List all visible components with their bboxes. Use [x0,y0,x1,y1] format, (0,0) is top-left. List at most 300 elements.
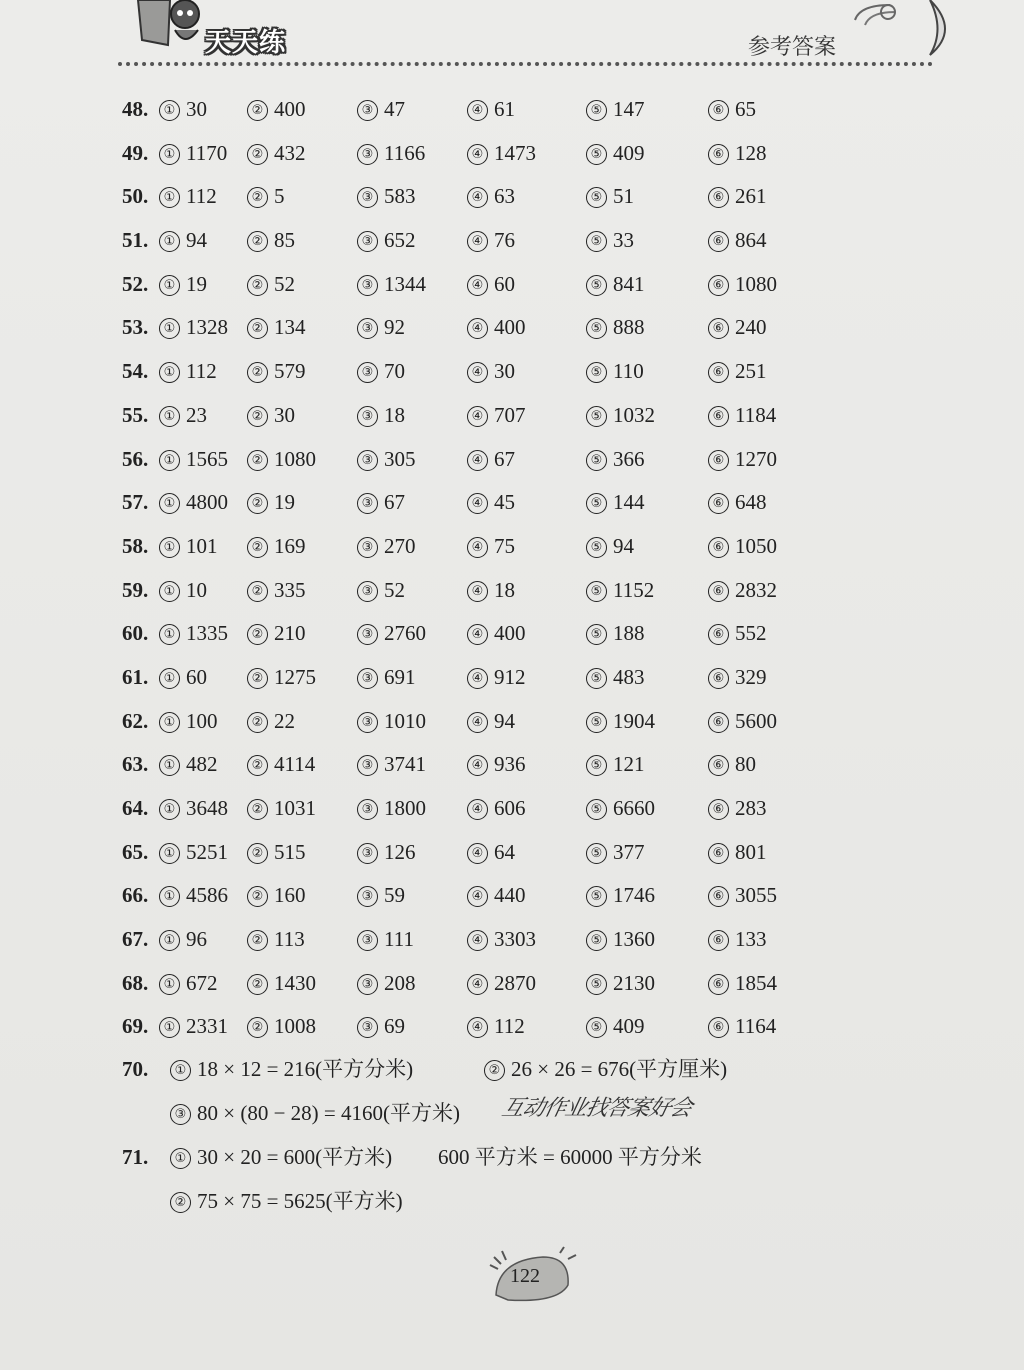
answer-value: 1344 [384,271,426,296]
answer-value: 30 [494,359,515,384]
circled-marker: ② [247,712,268,733]
question-number: 56. [122,446,149,471]
circled-marker: ⑥ [708,493,729,514]
circled-marker: ④ [467,406,488,427]
answer-value: 52 [384,577,405,602]
answer-value: 1746 [613,883,655,908]
answer-cell [357,485,405,519]
question-number: 54. [122,359,149,384]
answer-value: 60 [494,271,515,296]
answer-value: 76 [494,228,515,253]
circled-marker: ① [159,231,180,252]
answer-cell [467,310,526,344]
circled-marker: ⑥ [708,799,729,820]
circled-marker: ② [247,930,268,951]
circled-marker: ② [170,1192,191,1213]
answer-cell [159,922,207,956]
circled-marker: ① [159,712,180,733]
answer-row [122,616,922,660]
answer-cell [247,485,295,519]
answer-cell [159,223,207,257]
answer-cell [357,966,416,1000]
circled-marker: ② [247,231,268,252]
circled-marker: ① [159,799,180,820]
answer-value: 1275 [274,664,316,689]
answer-value: 5251 [186,839,228,864]
circled-marker: ④ [467,1017,488,1038]
answer-cell [247,704,295,738]
question-number: 66. [122,883,149,908]
circled-marker: ⑤ [586,755,607,776]
answer-value: 3303 [494,927,536,952]
answer-cell [247,573,306,607]
answer-value: 2331 [186,1014,228,1039]
answer-cell [247,92,306,126]
answer-value: 652 [384,228,416,253]
circled-marker: ⑤ [586,712,607,733]
answer-row [122,573,922,617]
section-label: 参考答案 [748,35,837,60]
answer-value: 801 [735,839,767,864]
q71-answer-1b: 600 平方米 = 60000 平方分米 [438,1145,702,1169]
answer-value: 111 [384,927,414,952]
answer-value: 4586 [186,883,228,908]
handwritten-note: 互动作业找答案好会 [499,1096,694,1121]
answer-row [122,922,922,966]
answer-cell [159,267,207,301]
circled-marker: ④ [467,275,488,296]
answer-value: 133 [735,927,767,952]
answer-cell [586,878,655,912]
circled-marker: ③ [357,755,378,776]
circled-marker: ① [159,318,180,339]
question-number: 63. [122,752,149,777]
answer-value: 1473 [494,140,536,165]
answer-row [122,1009,922,1053]
answer-value: 377 [613,839,645,864]
circled-marker: ④ [467,712,488,733]
answer-value: 261 [735,184,767,209]
answer-cell [357,835,416,869]
answer-value: 101 [186,533,218,558]
answer-value: 1032 [613,402,655,427]
question-number: 61. [122,664,149,689]
circled-marker: ④ [467,318,488,339]
answer-cell [708,704,777,738]
answer-value: 482 [186,752,218,777]
question-number: 70. [122,1057,149,1081]
answer-cell [357,529,416,563]
answer-cell [708,354,767,388]
answer-cell [467,92,515,126]
question-number: 62. [122,708,149,733]
answer-value: 67 [494,446,515,471]
answer-cell [467,267,515,301]
answer-row [122,485,922,529]
circled-marker: ① [159,537,180,558]
answer-cell [159,136,227,170]
answer-value: 10 [186,577,207,602]
answer-value: 47 [384,97,405,121]
answer-value: 208 [384,970,416,995]
answer-value: 1170 [186,140,228,165]
answer-cell [357,398,405,432]
answer-value: 1184 [735,402,777,427]
answer-cell [159,442,228,476]
circled-marker: ⑤ [586,275,607,296]
answer-cell [357,704,426,738]
answer-cell [247,878,306,912]
answer-value: 251 [735,359,767,384]
circled-marker: ① [170,1060,191,1081]
circled-marker: ⑤ [586,886,607,907]
answer-cell [247,310,306,344]
answer-value: 707 [494,402,526,427]
question-number: 71. [122,1145,149,1169]
circled-marker: ② [247,362,268,383]
circled-marker: ④ [467,974,488,995]
answer-cell [159,179,217,213]
answer-cell [586,1009,645,1043]
answer-cell [467,354,515,388]
answer-cell [247,442,316,476]
answer-value: 4114 [274,752,316,777]
circled-marker: ⑥ [708,187,729,208]
answer-value: 1565 [186,446,228,471]
answer-cell [159,660,207,694]
answer-row [122,310,922,354]
circled-marker: ① [159,450,180,471]
answer-value: 110 [613,359,644,384]
circled-marker: ② [247,755,268,776]
answer-cell [357,573,405,607]
q70-answer-3: ③ 80 × (80 − 28) = 4160(平方米) [170,1096,460,1130]
circled-marker: ④ [467,843,488,864]
circled-marker: ⑤ [586,450,607,471]
answer-value: 2832 [735,577,777,602]
answer-cell [586,310,645,344]
question-number: 49. [122,140,149,165]
answer-cell [586,136,645,170]
answer-row [122,878,922,922]
circled-marker: ④ [467,886,488,907]
answer-value: 1152 [613,577,655,602]
answer-value: 94 [613,533,634,558]
circled-marker: ⑤ [586,231,607,252]
answer-cell [247,966,316,1000]
answer-cell [467,529,515,563]
answer-value: 160 [274,883,306,908]
answer-cell [159,485,228,519]
answer-cell [467,573,515,607]
answer-cell [586,223,634,257]
answer-value: 1270 [735,446,777,471]
circled-marker: ④ [467,668,488,689]
answer-cell [708,485,767,519]
answer-list [122,92,922,1053]
circled-marker: ⑤ [586,668,607,689]
answer-value: 210 [274,621,306,646]
answer-row [122,136,922,180]
answer-cell [467,223,515,257]
answer-value: 92 [384,315,405,340]
answer-cell [467,747,526,781]
answer-value: 51 [613,184,634,209]
circled-marker: ② [247,144,268,165]
circled-marker: ① [159,275,180,296]
circled-marker: ③ [357,100,378,121]
answer-value: 583 [384,184,416,209]
circled-marker: ⑥ [708,450,729,471]
circled-marker: ⑥ [708,668,729,689]
answer-value: 169 [274,533,306,558]
answer-cell [467,616,526,650]
circled-marker: ② [247,318,268,339]
circled-marker: ⑤ [586,581,607,602]
answer-cell [708,1009,776,1043]
circled-marker: ⑤ [586,493,607,514]
circled-marker: ② [247,1017,268,1038]
circled-marker: ⑤ [586,406,607,427]
answer-cell [159,878,228,912]
answer-value: 3055 [735,883,777,908]
answer-value: 75 [494,533,515,558]
answer-cell [357,310,405,344]
answer-value: 409 [613,1014,645,1039]
circled-marker: ⑥ [708,755,729,776]
circled-marker: ③ [357,187,378,208]
answer-value: 864 [735,228,767,253]
answer-value: 409 [613,140,645,165]
answer-cell [586,573,654,607]
circled-marker: ④ [467,799,488,820]
circled-marker: ⑥ [708,275,729,296]
logo-title: 天天练 [205,28,287,58]
question-number: 52. [122,271,149,296]
q70-answer-1: ① 18 × 12 = 216(平方分米) [170,1052,413,1086]
answer-cell [467,835,515,869]
answer-row [122,704,922,748]
answer-cell [586,485,645,519]
circled-marker: ③ [357,318,378,339]
circled-marker: ② [247,450,268,471]
answer-cell [247,616,306,650]
answer-cell [467,136,536,170]
answer-value: 1854 [735,970,777,995]
answer-cell [586,354,644,388]
answer-value: 3648 [186,796,228,820]
answer-cell [708,223,767,257]
circled-marker: ③ [357,406,378,427]
answer-row [122,791,922,835]
answer-value: 440 [494,883,526,908]
answer-value: 936 [494,752,526,777]
circled-marker: ③ [357,668,378,689]
answer-cell [708,442,777,476]
answer-cell [586,179,634,213]
page-header [0,0,1024,80]
answer-cell [247,354,306,388]
circled-marker: ③ [357,493,378,514]
answer-value: 85 [274,228,295,253]
circled-marker: ① [170,1148,191,1169]
answer-value: 648 [735,490,767,515]
answer-value: 64 [494,839,515,864]
question-70 [122,1052,148,1086]
answer-value: 5 [274,184,285,209]
circled-marker: ⑥ [708,843,729,864]
answer-value: 5600 [735,708,777,733]
circled-marker: ② [247,100,268,121]
circled-marker: ① [159,362,180,383]
answer-cell [586,966,655,1000]
answer-cell [159,398,207,432]
answer-cell [357,92,405,126]
circled-marker: ② [247,537,268,558]
answer-cell [247,223,295,257]
answer-value: 19 [274,490,295,515]
circled-marker: ⑤ [586,318,607,339]
answer-row [122,354,922,398]
answer-cell [159,310,228,344]
circled-marker: ① [159,144,180,165]
answer-cell [708,573,777,607]
circled-marker: ② [247,886,268,907]
answer-row [122,92,922,136]
q71-answer-1: ① 30 × 20 = 600(平方米) [170,1140,392,1174]
answer-value: 60 [186,664,207,689]
answer-cell [467,485,515,519]
circled-marker: ⑥ [708,362,729,383]
circled-marker: ⑥ [708,100,729,121]
answer-cell [708,92,756,126]
answer-value: 888 [613,315,645,340]
answer-cell [467,179,515,213]
answer-value: 483 [613,664,645,689]
circled-marker: ① [159,187,180,208]
answer-cell [708,136,767,170]
circled-marker: ⑤ [586,799,607,820]
answer-cell [708,179,767,213]
answer-cell [586,267,645,301]
question-number: 50. [122,184,149,209]
answer-value: 1050 [735,533,777,558]
answer-row [122,747,922,791]
answer-cell [247,179,285,213]
answer-value: 100 [186,708,218,733]
answer-value: 126 [384,839,416,864]
circled-marker: ① [159,886,180,907]
circled-marker: ② [247,624,268,645]
circled-marker: ② [247,275,268,296]
answer-cell [467,398,526,432]
answer-value: 112 [186,359,217,384]
answer-cell [357,354,405,388]
answer-cell [357,1009,405,1043]
answer-value: 188 [613,621,645,646]
answer-value: 1080 [735,271,777,296]
answer-row [122,267,922,311]
answer-cell [586,922,655,956]
answer-value: 1430 [274,970,316,995]
answer-value: 69 [384,1014,405,1039]
answer-cell [357,136,425,170]
answer-value: 18 [384,402,405,427]
answer-value: 67 [384,490,405,515]
question-number: 67. [122,927,149,952]
circled-marker: ① [159,843,180,864]
header-divider [118,62,933,66]
answer-cell [708,529,777,563]
answer-value: 61 [494,97,515,121]
answer-value: 1080 [274,446,316,471]
answer-value: 6660 [613,796,655,820]
q70-answer-2: ② 26 × 26 = 676(平方厘米) [484,1052,727,1086]
answer-cell [708,966,777,1000]
circled-marker: ① [159,493,180,514]
answer-value: 30 [186,97,207,121]
circled-marker: ② [247,493,268,514]
answer-value: 1010 [384,708,426,733]
moon-swirl-icon [850,0,960,60]
answer-cell [159,354,217,388]
circled-marker: ④ [467,187,488,208]
answer-value: 335 [274,577,306,602]
circled-marker: ⑤ [586,100,607,121]
answer-cell [159,573,207,607]
answer-cell [159,1009,228,1043]
answer-cell [247,1009,316,1043]
answer-cell [708,747,756,781]
answer-cell [586,747,645,781]
circled-marker: ① [159,668,180,689]
answer-cell [708,835,767,869]
answer-value: 52 [274,271,295,296]
answer-value: 912 [494,664,526,689]
answer-cell [708,267,777,301]
answer-value: 515 [274,839,306,864]
circled-marker: ⑤ [586,624,607,645]
answer-cell [159,835,228,869]
answer-cell [708,660,767,694]
answer-value: 2760 [384,621,426,646]
question-number: 69. [122,1014,149,1039]
answer-value: 121 [613,752,645,777]
answer-value: 329 [735,664,767,689]
answer-value: 33 [613,228,634,253]
answer-value: 65 [735,97,756,121]
answer-cell [159,966,218,1000]
answer-value: 691 [384,664,416,689]
circled-marker: ⑤ [586,974,607,995]
answer-value: 59 [384,883,405,908]
answer-value: 1328 [186,315,228,340]
answer-value: 70 [384,359,405,384]
answer-value: 305 [384,446,416,471]
answer-value: 1008 [274,1014,316,1039]
circled-marker: ⑥ [708,886,729,907]
circled-marker: ③ [357,362,378,383]
answer-value: 1800 [384,796,426,820]
circled-marker: ③ [357,231,378,252]
answer-value: 1360 [613,927,655,952]
answer-cell [586,442,645,476]
page-number: 122 [510,1265,540,1287]
circled-marker: ① [159,974,180,995]
circled-marker: ② [247,799,268,820]
circled-marker: ① [159,100,180,121]
circled-marker: ⑤ [586,187,607,208]
